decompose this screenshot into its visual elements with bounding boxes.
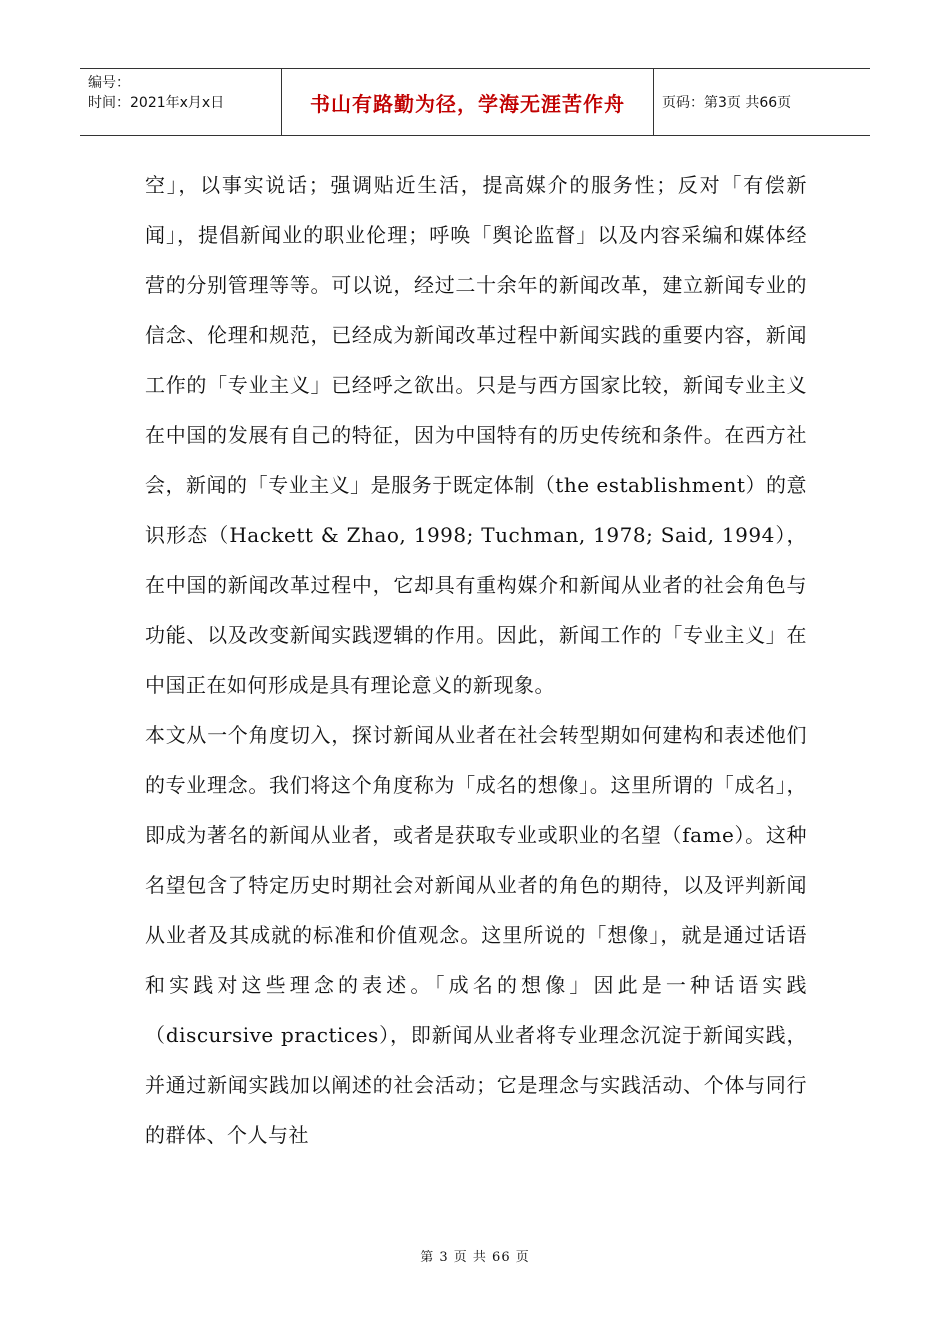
document-body <box>145 160 807 1160</box>
document-date: 时间：2021年x月x日 <box>88 95 225 111</box>
header-motto: 书山有路勤为径，学海无涯苦作舟 <box>282 69 654 135</box>
header-meta <box>80 69 282 135</box>
page-footer: 第 3 页 共 66 页 <box>420 1250 530 1265</box>
paragraph-1: 空」，以事实说话；强调贴近生活，提高媒介的服务性；反对「有偿新闻」，提倡新闻业的职业伦理；呼唤「舆论监督」以及内容采编和媒体经营的分别管理等等。可以说，经过二十余年的新闻改革，建立新闻专业的信念、伦理和规范，已经成为新闻改革过程中新闻实践的重要内容，新闻工作的「专业主义」已经呼之欲出。只是与西方国家比较，新闻专业主义在中国的发展有自己的特征，因为中国特有的历史传统和条件。在西方社会，新闻的「专业主义」是服务于既定体制（the establishment）的意识形态（Hackett & Zhao, 1998; Tuchman, 1978; Said, 1994），在中国的新闻改革过程中，它却具有重构媒介和新闻从业者的社会角色与功能、以及改变新闻实践逻辑的作用。因此，新闻工作的「专业主义」在中国正在如何形成是具有理论意义的新现象。 <box>145 173 807 697</box>
header-page-number: 页码：第3页 共66页 <box>662 95 792 111</box>
document-number: 编号： <box>88 75 130 91</box>
page-header <box>80 68 870 136</box>
paragraph-2: 本文从一个角度切入，探讨新闻从业者在社会转型期如何建构和表述他们的专业理念。我们将这个角度称为「成名的想像」。这里所谓的「成名」，即成为著名的新闻从业者，或者是获取专业或职业的名望（fame）。这种名望包含了特定历史时期社会对新闻从业者的角色的期待，以及评判新闻从业者及其成就的标准和价值观念。这里所说的「想像」，就是通过话语和实践对这些理念的表述。「成名的想像」因此是一种话语实践（discursive practices），即新闻从业者将专业理念沉淀于新闻实践，并通过新闻实践加以阐述的社会活动；它是理念与实践活动、个体与同行的群体、个人与社 <box>145 723 807 1147</box>
